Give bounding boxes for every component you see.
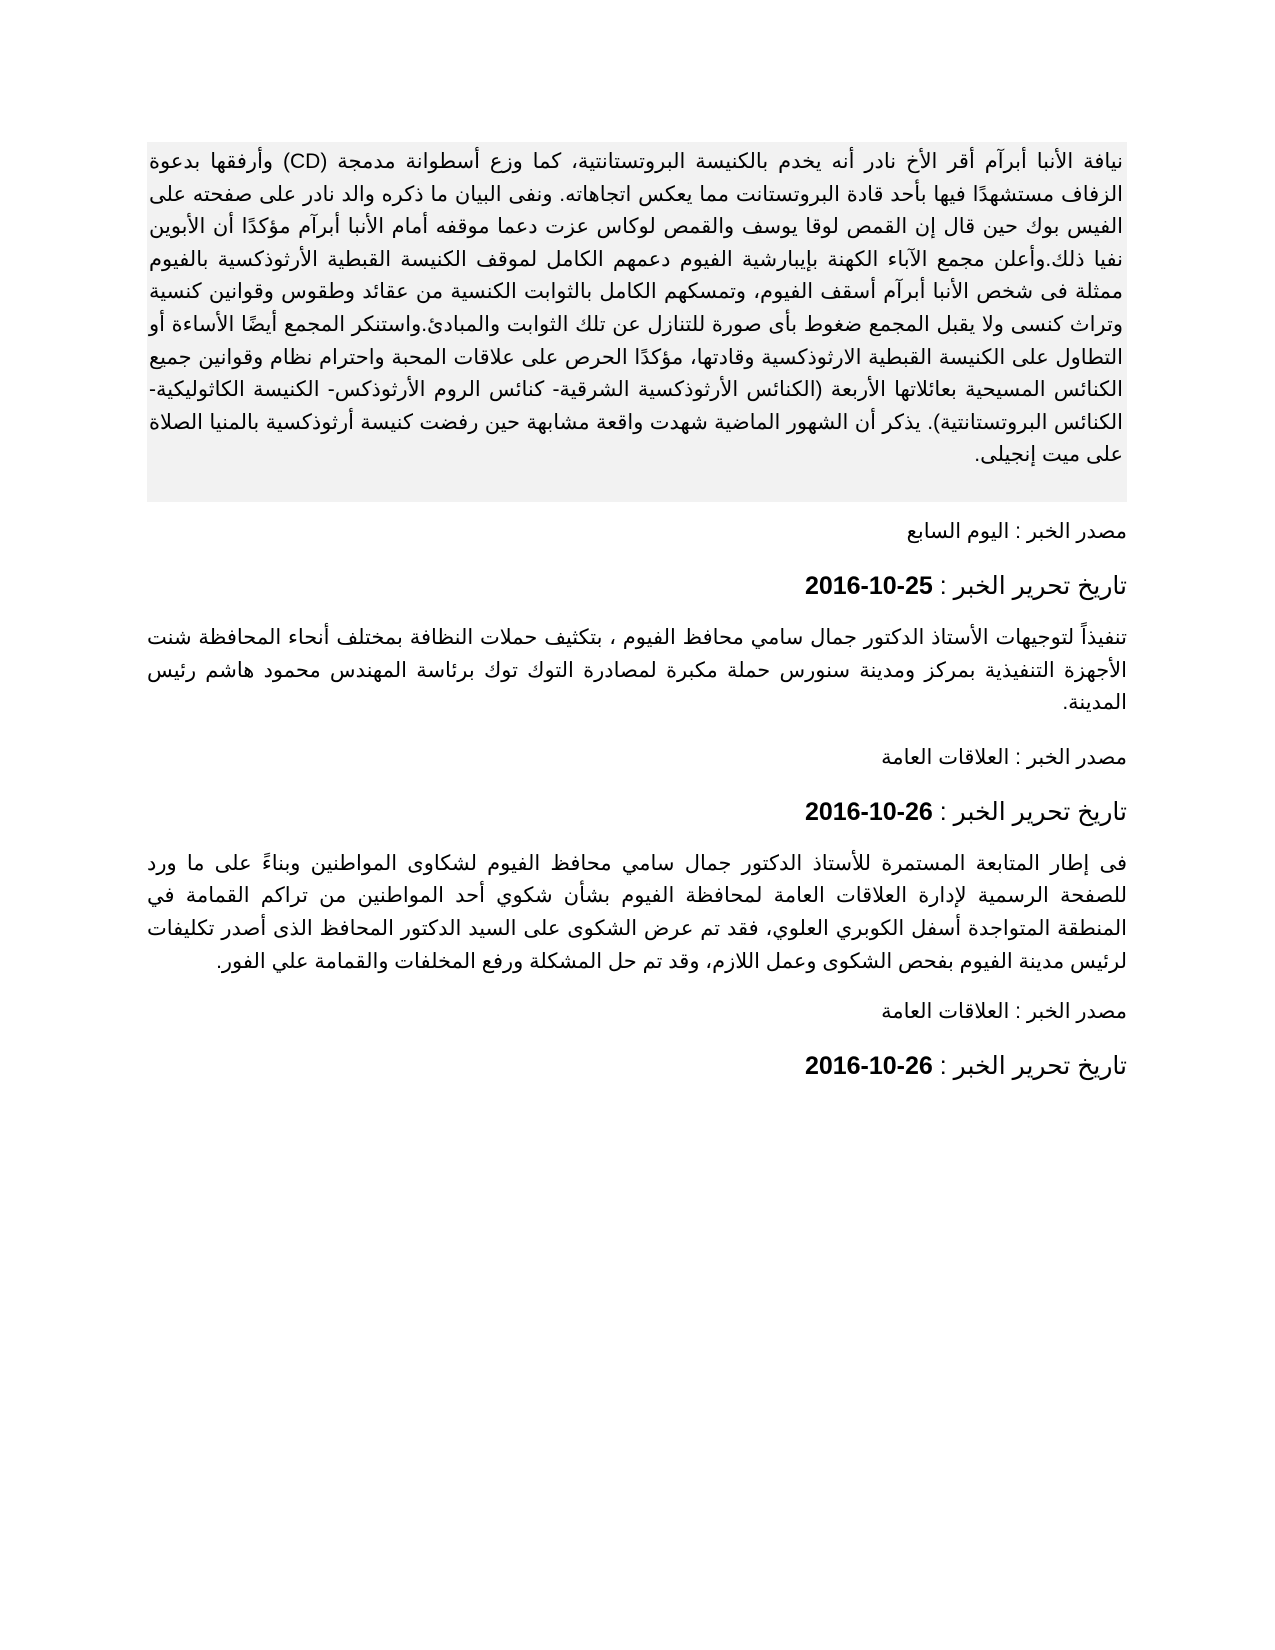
- document-page: [147, 142, 1127, 1084]
- article-2-body: تنفيذاً لتوجيهات الأستاذ الدكتور جمال سامي محافظ الفيوم ، بتكثيف حملات النظافة بمختلف أنحاء المحافظة شنت الأجهزة التنفيذية بمركز ومدينة سنورس حملة مكبرة لمصادرة التوك توك برئاسة المهندس محمود هاشم رئيس المدينة.: [147, 625, 1127, 715]
- article-1-date-line: [147, 568, 1127, 604]
- article-2-date-value: 2016-10-26: [804, 797, 933, 826]
- article-3-body: فى إطار المتابعة المستمرة للأستاذ الدكتور جمال سامي محافظ الفيوم لشكاوى المواطنين وبناءً على ما ورد للصفحة الرسمية لإدارة العلاقات العامة لمحافظة الفيوم بشأن شكوي أحد المواطنين من تراكم القمامة في المنطقة المتواجدة أسفل الكوبري العلوي، فقد تم عرض الشكوى على السيد الدكتور المحافظ الذى أصدر تكليفات لرئيس مدينة الفيوم بفحص الشكوى وعمل اللازم، وقد تم حل المشكلة ورفع المخلفات والقمامة علي الفور.: [147, 851, 1127, 973]
- article-3-date-label: تاريخ تحرير الخبر :: [939, 1052, 1127, 1081]
- article-1-date-label: تاريخ تحرير الخبر :: [939, 571, 1127, 600]
- article-2-source: مصدر الخبر : العلاقات العامة: [881, 745, 1127, 769]
- article-3-source: مصدر الخبر : العلاقات العامة: [881, 1000, 1127, 1024]
- article-1-source: مصدر الخبر : اليوم السابع: [906, 519, 1127, 543]
- article-3-date-value: 2016-10-26: [804, 1052, 933, 1081]
- article-1-body: نيافة الأنبا أبرآم أقر الأخ نادر أنه يخدم بالكنيسة البروتستانتية، كما وزع أسطوانة مدمجة (CD) وأرفقها بدعوة الزفاف مستشهدًا فيها بأحد قادة البروتستانت مما يعكس اتجاهاته. ونفى البيان ما ذكره والد نادر على صفحته على الفيس بوك حين قال إن القمص لوقا يوسف والقمص لوكاس عزت دعما موقفه أمام الأنبا أبرآم مؤكدًا أن الأبوين نفيا ذلك.وأعلن مجمع الآباء الكهنة بإيبارشية الفيوم دعمهم الكامل لموقف الكنيسة القبطية الأرثوذكسية بالفيوم ممثلة فى شخص الأنبا أبرآم أسقف الفيوم، وتمسكهم الكامل بالثوابت الكنسية من عقائد وطقوس وقوانين كنسية وتراث كنسى ولا يقبل المجمع ضغوط بأى صورة للتنازل عن تلك الثوابت والمبادئ.واستنكر المجمع أيضًا الأساءة أو التطاول على الكنيسة القبطية الارثوذكسية وقادتها، مؤكدًا الحرص على علاقات المحبة واحترام نظام وقوانين جميع الكنائس المسيحية بعائلاتها الأربعة (الكنائس الأرثوذكسية الشرقية- كنائس الروم الأرثوذكس- الكنيسة الكاثوليكية- الكنائس البروتستانتية). يذكر أن الشهور الماضية شهدت واقعة مشابهة حين رفضت كنيسة أرثوذكسية بالمنيا الصلاة على ميت إنجيلى.: [149, 150, 1123, 467]
- highlighted-article-block: [147, 142, 1127, 502]
- article-2-date-label: تاريخ تحرير الخبر :: [939, 797, 1127, 826]
- article-2-date-line: [147, 794, 1127, 830]
- article-1-date-value: 2016-10-25: [804, 571, 933, 600]
- article-3-date-line: [147, 1048, 1127, 1084]
